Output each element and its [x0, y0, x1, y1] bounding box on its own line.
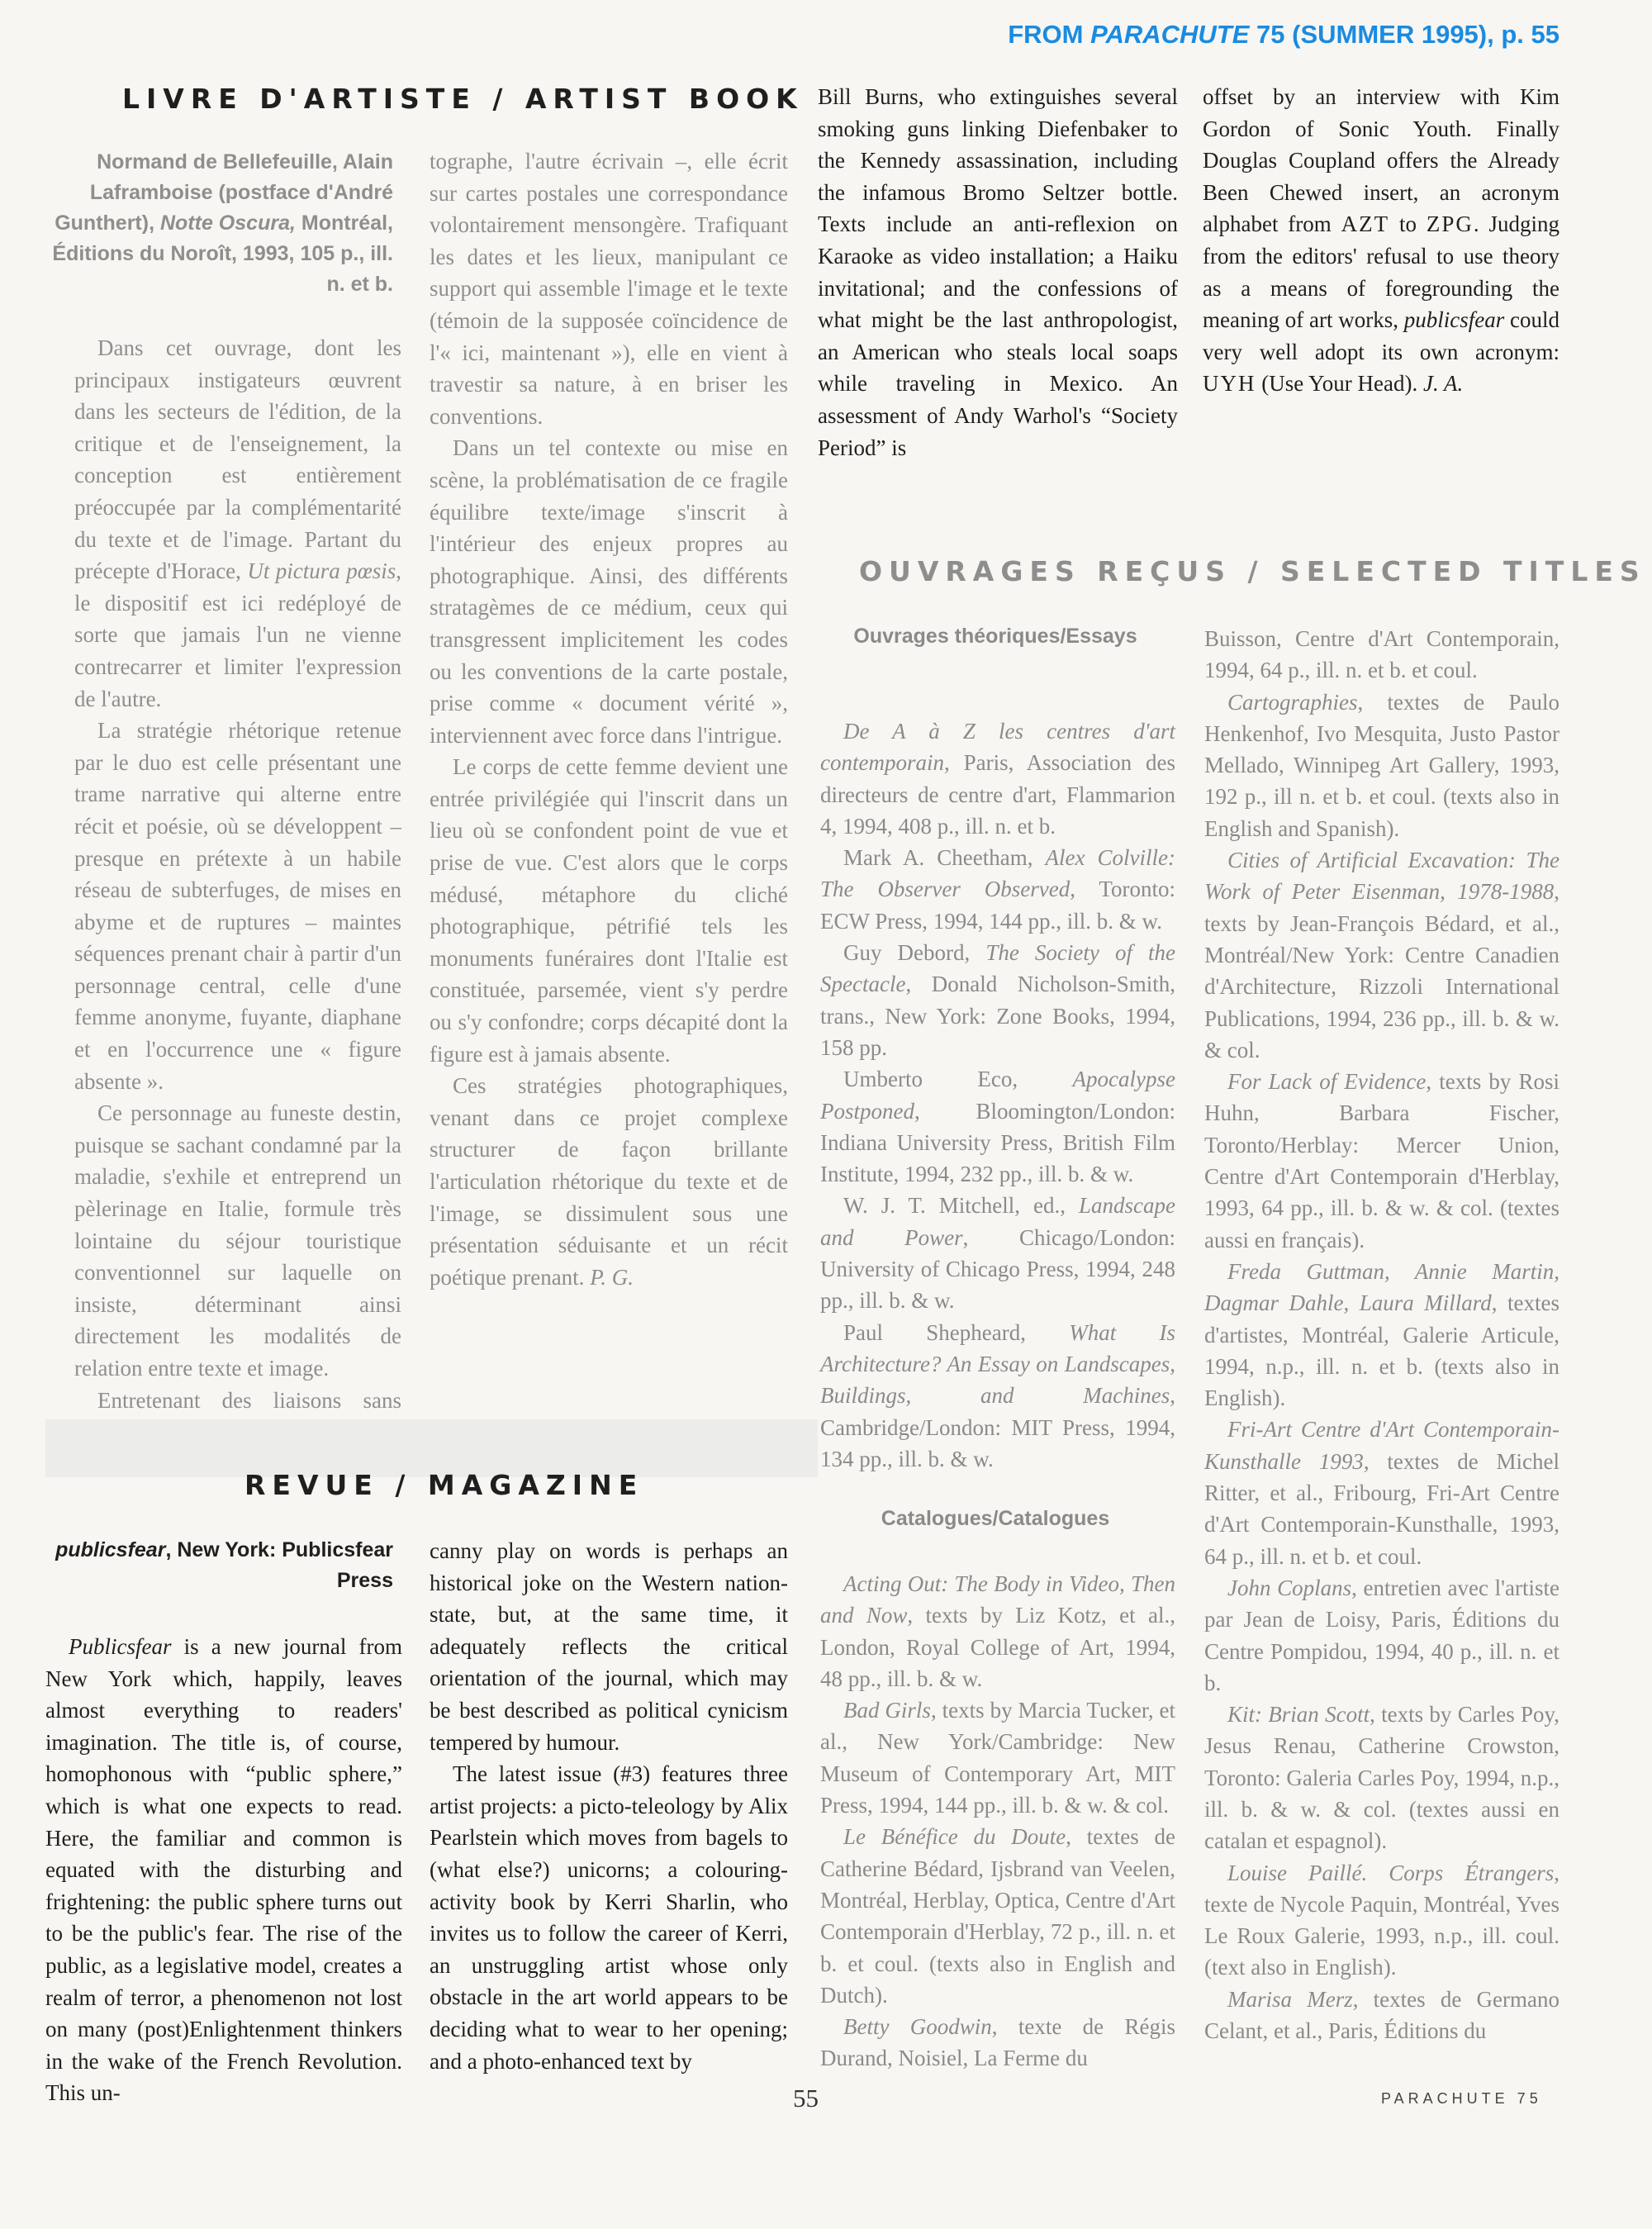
bibliography-entry: De A à Z les centres d'art contemporain, Paris, Association des directeurs de centre d'art, Flammarion 4, 1994, 408 p., ill. n. et b. — [820, 719, 1175, 839]
essays-list — [820, 715, 1175, 1475]
source-banner: FROM PARACHUTE 75 (SUMMER 1995), p. 55 — [1008, 20, 1559, 49]
magazine-bib: publicsfear, New York: Publicsfear Press — [55, 1538, 393, 1592]
bibliography-entry: Betty Goodwin, texte de Régis Durand, Noisiel, La Ferme du — [820, 2014, 1175, 2071]
bibliography-entry: Louise Paillé. Corps Étrangers, texte de Nycole Paquin, Montréal, Yves Le Roux Galerie, 1993, n.p., ill. coul. (text also in English). — [1204, 1860, 1559, 1980]
bibliography-entry: Bad Girls, texts by Marcia Tucker, et al., New York/Cambridge: New Museum of Contemporary Art, MIT Press, 1994, 144 pp., ill. b. & w. & col. — [820, 1698, 1175, 1818]
bibliography-entry: Cities of Artificial Excavation: The Work of Peter Eisenman, 1978-1988, texts by Jean-François Bédard, et al., Montréal/New York: Centre Canadien d'Architecture, Rizzoli International Publications, 1994, 236 pp., ill. b. & w. & col. — [1204, 848, 1559, 1062]
bibliography-entry: Kit: Brian Scott, texts by Carles Poy, Jesus Renau, Catherine Crowston, Toronto: Galeria Carles Poy, 1994, n.p., ill. b. & w. & col. (textes aussi en catalan et espagnol). — [1204, 1702, 1560, 1854]
essays-subheading: Ouvrages théoriques/Essays — [853, 625, 1137, 648]
bibliography-entry: W. J. T. Mitchell, ed., Landscape and Power, Chicago/London: University of Chicago Press, 1994, 248 pp., ill. b. & w. — [820, 1193, 1175, 1314]
bibliography-entry: Paul Shepheard, What Is Architecture? An Essay on Landscapes, Buildings, and Machines, Cambridge/London: MIT Press, 1994, 134 pp., ill. b. & w. — [820, 1319, 1175, 1471]
magazine-heading: REVUE / MAGAZINE — [244, 1469, 644, 1501]
bibliography-entry: Acting Out: The Body in Video, Then and Now, texts by Liz Kotz, et al., London, Royal College of Art, 1994, 48 pp., ill. b. & w. — [820, 1571, 1175, 1691]
bibliography-entry: Mark A. Cheetham, Alex Colville: The Observer Observed, Toronto: ECW Press, 1994, 144 pp., ill. b. & w. — [820, 845, 1175, 934]
artist-book-column-2: tographe, l'autre écrivain –, elle écrit sur cartes postales une correspondance volontairement mensongère. Trafiquant les dates et les lieux, manipulant ce support qui assemble l'image et le texte (témoin de la supposée coïncidence de l'« ici, maintenant »), elle en vient à travestir sa nature, à en briser les conventions. Dans un tel contexte ou mise en scène, la problématisation de ce fragile équilibre texte/image s'inscrit à l'intérieur des enjeux propres au photographique. Ainsi, des différents stratagèmes de ce médium, ceux qui transgressent implicitement les codes ou les conventions de la carte postale, prise comme « document vérité », interviennent avec force dans l'intrigue. Le corps de cette femme devient une entrée privilégiée qui l'inscrit dans un lieu où se confondent point de vue et prise de vue. C'est alors que le corps médusé, métaphore du cliché photographique, pétrifié tels les monuments funéraires dont l'Italie est constituée, parsemée, vient s'y perdre ou s'y confondre; corps décapité dont la figure est à jamais absente. Ces stratégies photographiques, venant dans ce projet complexe structurer de façon brillante l'articulation rhétorique du texte et de l'image, se dissimulent sous une présentation séduisante et un récit poétique prenant. P. G. — [430, 149, 788, 1290]
catalogues-list-left — [820, 1568, 1175, 2075]
bibliography-entry: Umberto Eco, Apocalypse Postponed, Bloomington/London: Indiana University Press, British Film Institute, 1994, 232 pp., ill. b. & w. — [820, 1067, 1175, 1187]
bibliography-entry: Freda Guttman, Annie Martin, Dagmar Dahle, Laura Millard, textes d'artistes, Montréal, Galerie Articule, 1994, n.p., ill. n. et b. (texts also in English). — [1204, 1258, 1559, 1411]
magazine-column-2: canny play on words is perhaps an historical joke on the Western nation-state, but, at the same time, it adequately reflects the critical orientation of the journal, which may be best described as political cynicism tempered by humour. The latest issue (#3) features three artist projects: a picto-teleology by Alix Pearlstein which moves from bagels to (what else?) unicorns; a colouring-activity book by Kerri Sharlin, who invites us to follow the career of Kerri, an unstruggling artist whose only obstacle in the art world appears to be deciding what to wear to her opening; and a photo-enhanced text by — [430, 1538, 788, 2074]
catalogues-list-right — [1204, 623, 1559, 2046]
page-number: 55 — [793, 2084, 819, 2113]
bibliography-entry: Cartographies, textes de Paulo Henkenhof, Ivo Mesquita, Justo Pastor Mellado, Winnipeg Art Gallery, 1993, 192 p., ill n. et b. et coul. (texts also in English and Spanish). — [1204, 689, 1559, 841]
journal-footer: PARACHUTE 75 — [1381, 2090, 1542, 2107]
catalogues-subheading: Catalogues/Catalogues — [881, 1507, 1110, 1530]
artist-book-column-1: Dans cet ouvrage, dont les principaux instigateurs œuvrent dans les secteurs de l'édition, de la critique et de l'enseignement, la conception est entièrement préoccupée par la complémentarité du texte et de l'image. Partant du précepte d'Horace, Ut pictura pœsis, le dispositif est ici redéployé de sorte que jamais l'un ne vienne contrecarrer et limiter l'expression de l'autre. La stratégie rhétorique retenue par le duo est celle présentant une trame narrative qui alterne entre récit et poésie, où se développent – presque en prétexte à un habile réseau de subterfuges, de mises en abyme et de ruptures – maintes séquences prenant chair à partir d'un personnage central, celle d'une femme anonyme, fuyante, diaphane et en l'occurrence une « figure absente ». Ce personnage au funeste destin, puisque se sachant condamné par la maladie, s'exhile et entreprend un pèlerinage en Italie, formule très lointaine du séjour touristique conventionnel sur laquelle on insiste, déterminant ainsi directement les modalités de relation entre texte et image. Entretenant des liaisons sans — [74, 335, 401, 1413]
magazine-column-3: Bill Burns, who extinguishes several smoking guns linking Diefenbaker to the Kennedy assassination, including the infamous Bromo Seltzer bottle. Texts include an anti-reflexion on Karaoke as video installation; a Haiku invitational; and the confessions of what might be the last anthropologist, an American who steals local soaps while traveling in Mexico. An assessment of Andy Warhol's “Society Period” is — [818, 84, 1178, 460]
bibliography-entry: Fri-Art Centre d'Art Contemporain-Kunsthalle 1993, textes de Michel Ritter, et al., Fribourg, Fri-Art Centre d'Art Contemporain-Kunsthalle, 1993, 64 p., ill. n. et b. et coul. — [1204, 1417, 1559, 1569]
bibliography-entry: Le Bénéfice du Doute, textes de Catherine Bédard, Ijsbrand van Veelen, Montréal, Herblay, Optica, Centre d'Art Contemporain d'Herblay, 72 p., ill. n. et b. et coul. (texts also in English and Dutch). — [820, 1824, 1175, 2008]
artist-book-heading: LIVRE D'ARTISTE / ARTIST BOOK — [122, 83, 804, 115]
selected-titles-heading: OUVRAGES REÇUS / SELECTED TITLES — [859, 555, 1646, 587]
bibliography-entry: John Coplans, entretien avec l'artiste par Jean de Loisy, Paris, Éditions du Centre Pompidou, 1994, 40 p., ill. n. et b. — [1204, 1575, 1559, 1695]
magazine-column-4: offset by an interview with Kim Gordon of Sonic Youth. Finally Douglas Coupland offers the Already Been Chewed insert, an acronym alphabet from AZT to ZPG. Judging from the editors' refusal to use theory as a means of foregrounding the meaning of art works, publicsfear could very well adopt its own acronym: UYH (Use Your Head). J. A. — [1203, 84, 1559, 397]
bibliography-entry: For Lack of Evidence, texts by Rosi Huhn, Barbara Fischer, Toronto/Herblay: Mercer Union, Centre d'Art Contemporain d'Herblay, 1993, 64 pp., ill. b. & w. & col. (textes aussi en français). — [1204, 1069, 1559, 1252]
magazine-column-1: Publicsfear is a new journal from New York which, happily, leaves almost everything to readers' imagination. The title is, of course, homophonous with “public sphere,” which is what one expects to read. Here, the familiar and common is equated with the disturbing and frightening: the public sphere turns out to be the public's fear. The rise of the public, as a legislative model, creates a realm of terror, a phenomenon not lost on many (post)Enlightenment thinkers in the wake of the French Revolution. This un- — [45, 1634, 402, 2106]
bibliography-entry: Marisa Merz, textes de Germano Celant, et al., Paris, Éditions du — [1204, 1986, 1560, 2044]
catalogue-entry: Buisson, Centre d'Art Contemporain, 1994, 64 p., ill. n. et b. et coul. — [1204, 626, 1559, 683]
artist-book-bib: Normand de Bellefeuille, Alain Laframboise (postface d'André Gunthert), Notte Oscura, Montréal, Éditions du Noroît, 1993, 105 p., ill. n. et b. — [52, 150, 393, 296]
bibliography-entry: Guy Debord, The Society of the Spectacle, Donald Nicholson-Smith, trans., New York: Zone Books, 1994, 158 pp. — [820, 940, 1175, 1060]
